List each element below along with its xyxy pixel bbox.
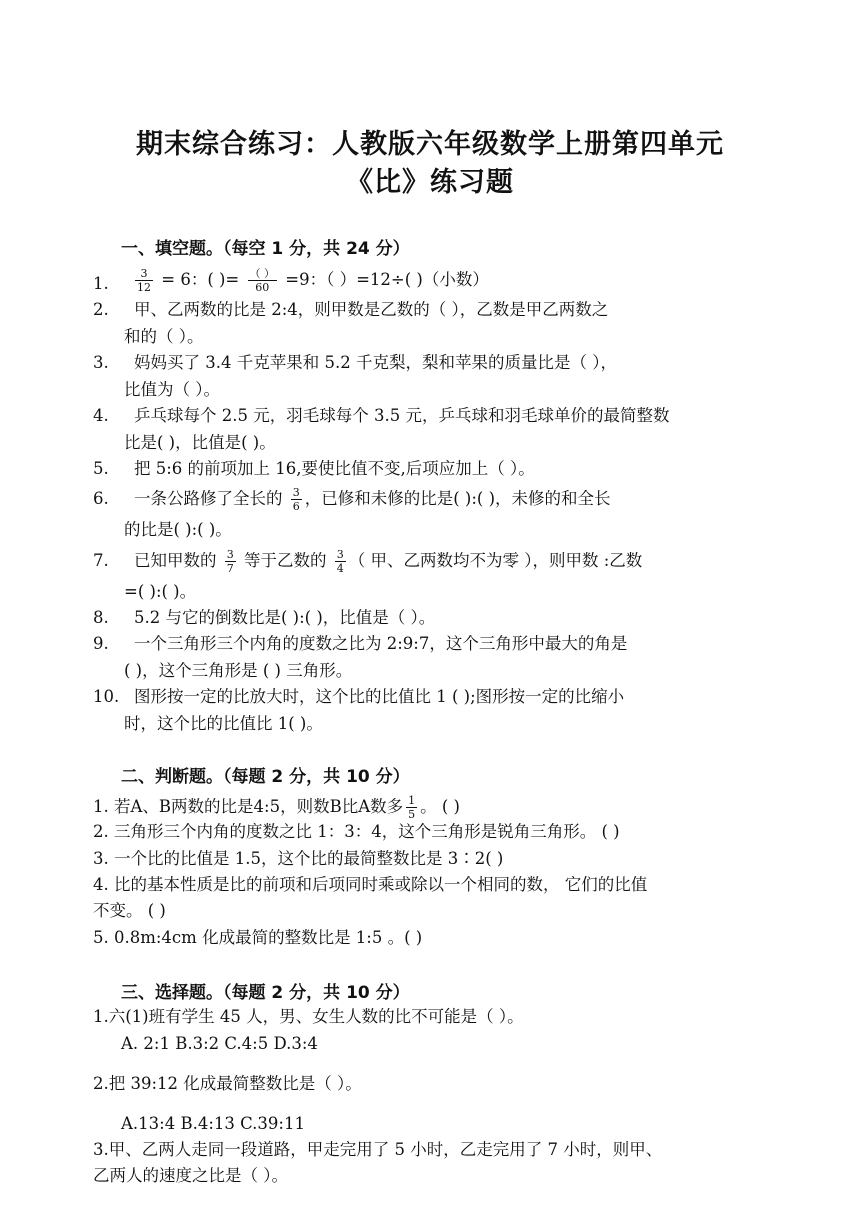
q-number: 2. [93, 300, 109, 319]
q-number: 9. [93, 634, 109, 653]
fill-question-2-line2: 和的（ ）。 [124, 327, 204, 346]
fraction: $\frac{3}{12}$ [137, 267, 151, 294]
page-title-line2: 《比》练习题 [346, 167, 514, 198]
fill-question-6-line2: 的比是( ):( )。 [124, 520, 232, 539]
fill-question-7-line1: 已知甲数的 $\frac{3}{7}$ 等于乙数的 $\frac{3}{4}$ （ 甲、乙两数均不为零 ），则甲数 :乙数 [134, 548, 643, 575]
q-number: 1. [93, 274, 109, 293]
section3-heading: 三、选择题。（每题 2 分，共 10 分） [121, 983, 410, 1003]
q-number: 10. [93, 687, 120, 706]
fill-question-2-line1: 甲、乙两数的比是 2:4，则甲数是乙数的（ ），乙数是甲乙两数之 [134, 300, 609, 319]
fill-question-6-line1: 一条公路修了全长的 $\frac{3}{6}$ ，已修和未修的比是( ):( )，未修的和全长 [134, 486, 611, 513]
choice-question-1-options: A. 2:1 B.3:2 C.4:5 D.3:4 [121, 1034, 318, 1053]
fill-question-4-line2: 比是( )，比值是( )。 [124, 433, 276, 452]
judge-question-4-line2: 不变。 ( ) [93, 901, 166, 920]
choice-question-2-options: A.13:4 B.4:13 C.39:11 [121, 1114, 305, 1133]
fill-question-1: $\frac{3}{12}$ = 6：( )= $\frac{( )}{60}$ =9：（ ）=12÷( )（小数） [137, 267, 489, 294]
fill-question-3-line1: 妈妈买了 3.4 千克苹果和 5.2 千克梨，梨和苹果的质量比是（ ）， [134, 353, 617, 372]
q-number: 5. [93, 459, 109, 478]
judge-question-1: 1. 若A、B两数的比是4:5，则数B比A数多 $\frac{1}{5}$ 。 ( ) [93, 794, 460, 821]
section1-heading: 一、填空题。（每空 1 分，共 24 分） [121, 239, 410, 259]
fill-question-7-line2: =( ):( )。 [124, 582, 197, 601]
fill-question-3-line2: 比值为（ ）。 [124, 380, 220, 399]
fraction: $\frac{( )}{60}$ [249, 267, 276, 294]
q-number: 3. [93, 353, 109, 372]
fraction: $\frac{3}{7}$ [226, 548, 234, 575]
choice-question-1: 1.六(1)班有学生 45 人，男、女生人数的比不可能是（ ）。 [93, 1007, 524, 1026]
fill-question-8: 5.2 与它的倒数比是( ):( )，比值是（ ）。 [134, 608, 436, 627]
section2-heading: 二、判断题。（每题 2 分，共 10 分） [121, 767, 410, 787]
fraction: $\frac{3}{6}$ [292, 486, 300, 513]
fill-question-10-line1: 图形按一定的比放大时，这个比的比值比 1 ( );图形按一定的比缩小 [134, 687, 625, 706]
choice-question-2: 2.把 39:12 化成最简整数比是（ ）。 [93, 1074, 362, 1093]
judge-question-4-line1: 4. 比的基本性质是比的前项和后项同时乘或除以一个相同的数， 它们的比值 [93, 875, 648, 894]
fraction: $\frac{3}{4}$ [336, 548, 344, 575]
choice-question-3-line2: 乙两人的速度之比是（ ）。 [93, 1166, 288, 1185]
q-number: 4. [93, 406, 109, 425]
fill-question-10-line2: 时，这个比的比值比 1( )。 [124, 714, 323, 733]
q-number: 8. [93, 608, 109, 627]
choice-question-3-line1: 3.甲、乙两人走同一段道路，甲走完用了 5 小时，乙走完用了 7 小时，则甲、 [93, 1140, 663, 1159]
q-number: 7. [93, 551, 109, 570]
fill-question-4-line1: 乒乓球每个 2.5 元，羽毛球每个 3.5 元，乒乓球和羽毛球单价的最简整数 [134, 406, 670, 425]
page-title-line1: 期末综合练习：人教版六年级数学上册第四单元 [136, 129, 724, 160]
fill-question-9-line1: 一个三角形三个内角的度数之比为 2:9:7，这个三角形中最大的角是 [134, 634, 628, 653]
judge-question-3: 3. 一个比的比值是 1.5，这个比的最简整数比是 3∶2( ) [93, 849, 504, 868]
fraction: $\frac{1}{5}$ [408, 794, 416, 821]
judge-question-5: 5. 0.8m:4cm 化成最简的整数比是 1:5 。( ) [93, 928, 423, 947]
q-number: 6. [93, 489, 109, 508]
fill-question-5: 把 5:6 的前项加上 16,要使比值不变,后项应加上（ ）。 [134, 459, 535, 478]
fill-question-9-line2: ( )，这个三角形是 ( ) 三角形。 [124, 661, 353, 680]
judge-question-2: 2. 三角形三个内角的度数之比 1：3：4，这个三角形是锐角三角形。 ( ) [93, 822, 620, 841]
